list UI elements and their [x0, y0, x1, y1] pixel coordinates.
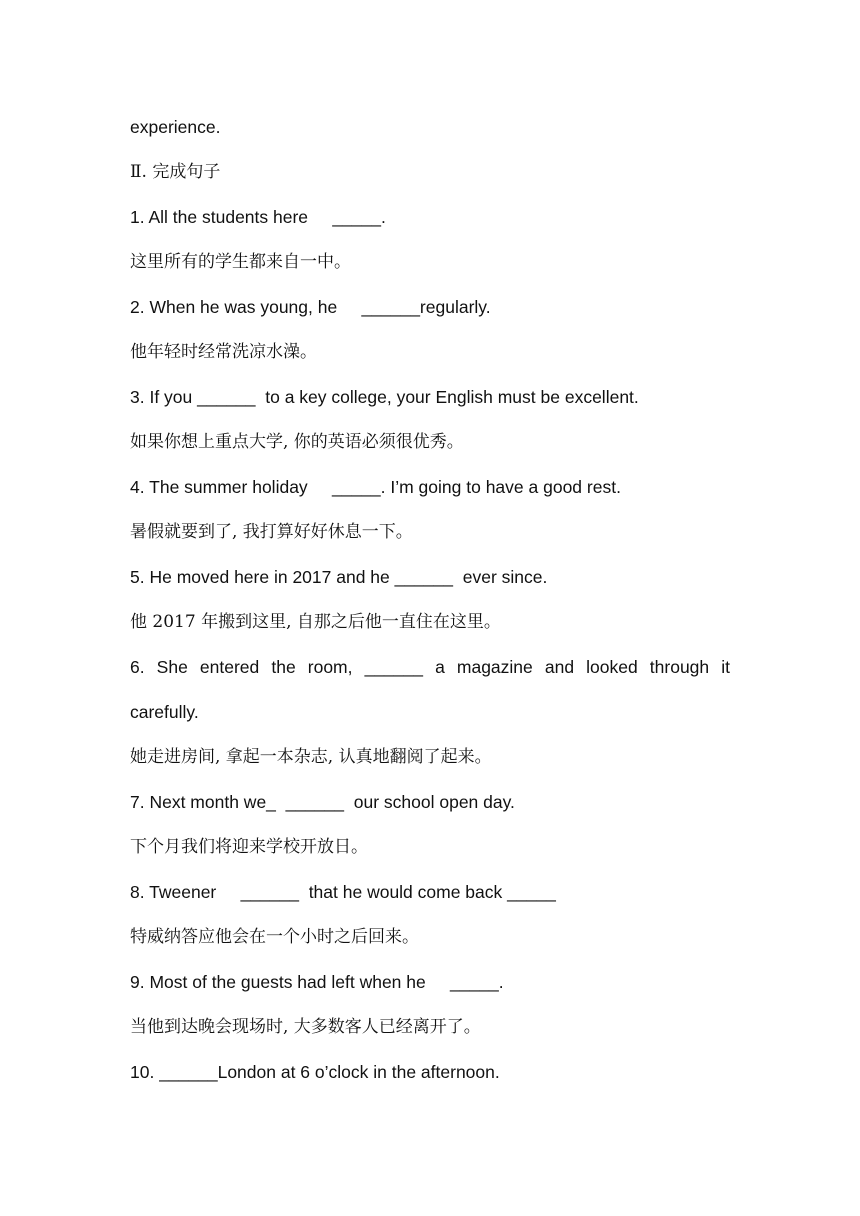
question-6-continuation: carefully.	[130, 702, 199, 722]
text-line-experience: experience.	[130, 117, 221, 137]
translation-9: 当他到达晚会现场时, 大多数客人已经离开了。	[130, 1017, 481, 1037]
translation-5: 他 2017 年搬到这里, 自那之后他一直住在这里。	[130, 612, 501, 632]
question-7: 7. Next month we_ ______ our school open day.	[130, 792, 515, 812]
translation-4: 暑假就要到了, 我打算好好休息一下。	[130, 522, 413, 542]
translation-7: 下个月我们将迎来学校开放日。	[130, 837, 368, 857]
question-6: 6. She entered the room, ______ a magazine and looked through it	[130, 657, 730, 677]
section-heading: Ⅱ. 完成句子	[130, 162, 221, 182]
translation-6: 她走进房间, 拿起一本杂志, 认真地翻阅了起来。	[130, 747, 492, 767]
translation-3: 如果你想上重点大学, 你的英语必须很优秀。	[130, 432, 464, 452]
question-9: 9. Most of the guests had left when he _____.	[130, 972, 504, 992]
question-4: 4. The summer holiday _____. I’m going to have a good rest.	[130, 477, 621, 497]
question-10: 10. ______London at 6 o’clock in the afternoon.	[130, 1062, 500, 1082]
question-1: 1. All the students here _____.	[130, 207, 386, 227]
question-8: 8. Tweener ______ that he would come back _____	[130, 882, 556, 902]
translation-8: 特威纳答应他会在一个小时之后回来。	[130, 927, 419, 947]
translation-2: 他年轻时经常洗凉水澡。	[130, 342, 317, 362]
question-3: 3. If you ______ to a key college, your English must be excellent.	[130, 387, 639, 407]
question-2: 2. When he was young, he ______regularly.	[130, 297, 491, 317]
question-5: 5. He moved here in 2017 and he ______ ever since.	[130, 567, 548, 587]
translation-1: 这里所有的学生都来自一中。	[130, 252, 351, 272]
